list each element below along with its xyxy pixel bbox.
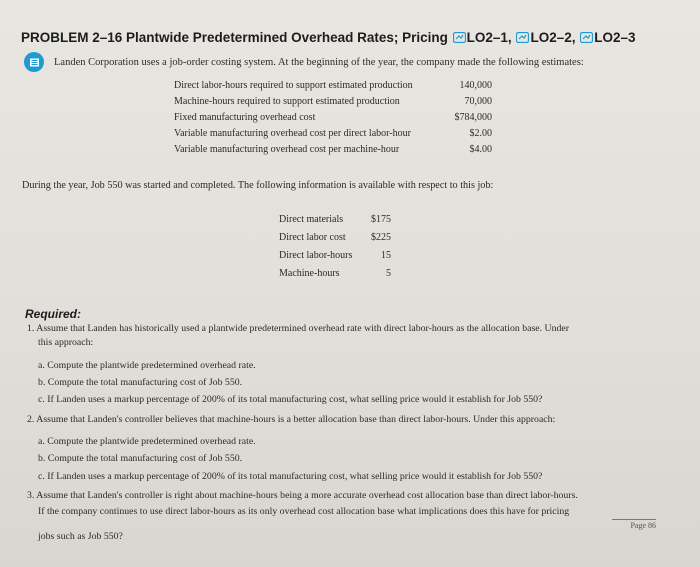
question-2a: a. Compute the plantwide predetermined overhead rate. — [38, 436, 256, 447]
estimate-label: Direct labor-hours required to support estimated production — [174, 80, 413, 91]
job-label: Direct materials — [279, 214, 344, 225]
job-value: 15 — [381, 250, 391, 261]
job-row — [279, 229, 391, 247]
problem-title — [21, 30, 636, 45]
job-label: Direct labor-hours — [279, 250, 353, 261]
estimate-label: Fixed manufacturing overhead cost — [174, 112, 316, 123]
estimate-value: $2.00 — [469, 128, 492, 139]
question-3-continued: If the company continues to use direct labor-hours as its only overhead cost allocation base what implications does this have for pricing — [38, 506, 570, 517]
excel-template-icon[interactable] — [24, 52, 44, 72]
job-label: Direct labor cost — [279, 232, 346, 243]
question-1c: c. If Landen uses a markup percentage of 200% of its total manufacturing cost, what selling price would it establish for Job 550? — [38, 394, 543, 405]
question-1-continued: this approach: — [38, 337, 94, 348]
estimate-row — [174, 126, 492, 142]
estimate-label: Variable manufacturing overhead cost per direct labor-hour — [174, 128, 411, 139]
job-value: $175 — [371, 214, 391, 225]
lo-label-2: LO2–2, — [530, 30, 576, 45]
learning-objective-icon — [516, 32, 529, 43]
learning-objective-icon — [580, 32, 593, 43]
job-row — [279, 265, 391, 283]
job-row — [279, 211, 391, 229]
learning-objective-icon — [453, 32, 466, 43]
question-3-continued-2: jobs such as Job 550? — [38, 531, 123, 542]
estimates-table — [174, 78, 492, 158]
estimate-label: Machine-hours required to support estimated production — [174, 96, 400, 107]
estimate-value: $4.00 — [469, 144, 492, 155]
job-table — [279, 211, 391, 283]
job-row — [279, 247, 391, 265]
question-2: 2. Assume that Landen's controller believes that machine-hours is a better allocation base than direct labor-hours. Under this approach: — [27, 414, 556, 425]
estimate-label: Variable manufacturing overhead cost per machine-hour — [174, 144, 400, 155]
job-value: 5 — [386, 268, 391, 279]
question-2c: c. If Landen uses a markup percentage of 200% of its total manufacturing cost, what selling price would it establish for Job 550? — [38, 471, 543, 482]
question-2b: b. Compute the total manufacturing cost of Job 550. — [38, 453, 243, 464]
estimate-value: 70,000 — [464, 96, 492, 107]
question-1b: b. Compute the total manufacturing cost of Job 550. — [38, 377, 243, 388]
lo-label-1: LO2–1, — [466, 30, 512, 45]
lo-label-3: LO2–3 — [594, 30, 636, 45]
job-value: $225 — [371, 232, 391, 243]
estimate-row — [174, 78, 492, 94]
estimate-row — [174, 142, 492, 158]
job-label: Machine-hours — [279, 268, 340, 279]
question-3: 3. Assume that Landen's controller is right about machine-hours being a more accurate overhead cost allocation base than direct labor-hours. — [27, 490, 578, 501]
question-1a: a. Compute the plantwide predetermined overhead rate. — [38, 360, 256, 371]
estimate-row — [174, 110, 492, 126]
question-1: 1. Assume that Landen has historically used a plantwide predetermined overhead rate with direct labor-hours as the allocation base. Under — [27, 323, 569, 334]
problem-heading: PROBLEM 2–16 Plantwide Predetermined Overhead Rates; Pricing — [21, 30, 448, 45]
estimate-value: 140,000 — [459, 80, 492, 91]
page-number: Page 86 — [612, 519, 656, 530]
intro-text: Landen Corporation uses a job-order costing system. At the beginning of the year, the company made the following estimates: — [54, 56, 584, 68]
estimate-value: $784,000 — [454, 112, 492, 123]
job-intro-text: During the year, Job 550 was started and completed. The following information is available with respect to this job: — [22, 180, 494, 191]
estimate-row — [174, 94, 492, 110]
intro-row — [24, 52, 584, 72]
required-heading: Required: — [25, 307, 82, 321]
